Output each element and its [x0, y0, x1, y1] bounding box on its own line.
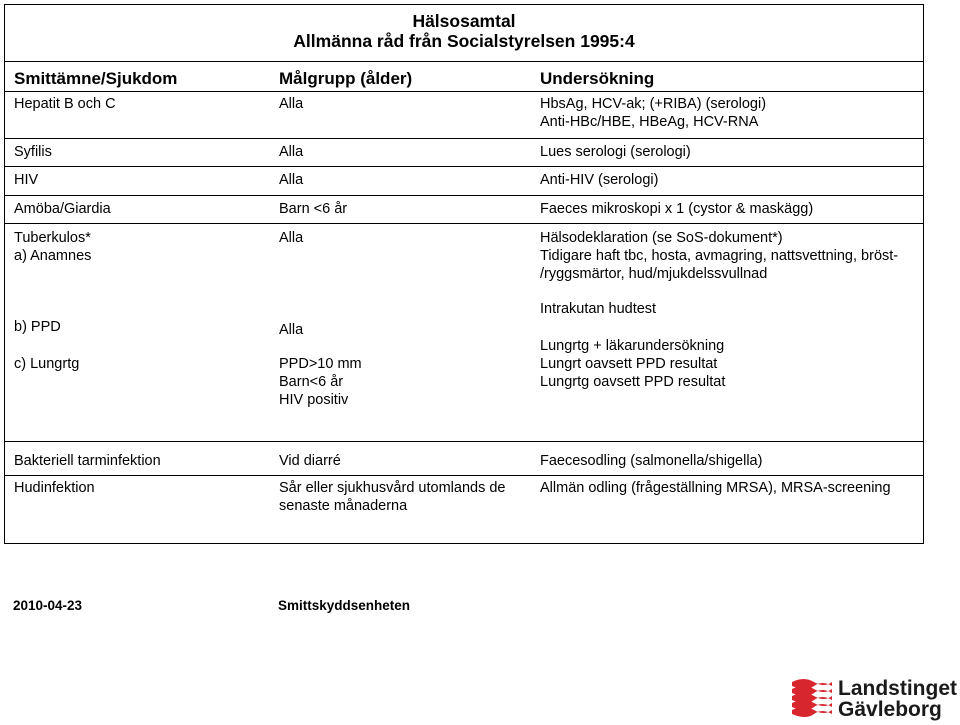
- table-cell-target: Sår eller sjukhusvård utomlands de: [279, 480, 506, 496]
- table-cell-exam: HbsAg, HCV-ak; (+RIBA) (serologi): [540, 96, 767, 112]
- table-cell-target: Alla: [279, 96, 304, 112]
- table-cell-target: Barn <6 år: [279, 201, 348, 217]
- logo-mark-icon: [790, 676, 834, 720]
- table-cell-exam: Lungrtg oavsett PPD resultat: [540, 374, 726, 390]
- divider: [5, 61, 923, 62]
- column-header-examination: Undersökning: [540, 69, 655, 88]
- table-cell-target: HIV positiv: [279, 392, 349, 408]
- landstinget-gavleborg-logo: [790, 676, 960, 722]
- table-cell-target: Vid diarré: [279, 453, 341, 469]
- table-cell-exam: Faecesodling (salmonella/shigella): [540, 453, 763, 469]
- column-header-target-group: Målgrupp (ålder): [279, 69, 413, 88]
- logo-stripe: [792, 707, 832, 717]
- table-cell-target: Alla: [279, 172, 304, 188]
- table-cell-exam: Lues serologi (serologi): [540, 144, 691, 160]
- table-cell-exam: Lungrt oavsett PPD resultat: [540, 356, 718, 372]
- table-cell-disease: HIV: [14, 172, 39, 188]
- document-title: Hälsosamtal: [412, 11, 516, 31]
- logo-text-line1: Landstinget: [838, 677, 957, 700]
- logo-text-line2: Gävleborg: [838, 698, 942, 721]
- table-cell-exam: /ryggsmärtor, hud/mjukdelssvullnad: [540, 266, 768, 282]
- table-cell-disease: Amöba/Giardia: [14, 201, 111, 217]
- divider: [5, 223, 923, 224]
- table-cell-exam: Allmän odling (frågeställning MRSA), MRSA-screening: [540, 480, 891, 496]
- table-cell-exam: Anti-HIV (serologi): [540, 172, 659, 188]
- table-cell-disease: a) Anamnes: [14, 248, 92, 264]
- table-cell-target: senaste månaderna: [279, 498, 408, 514]
- table-cell-disease: Hepatit B och C: [14, 96, 116, 112]
- table-cell-target: Alla: [279, 230, 304, 246]
- divider: [5, 441, 923, 442]
- title-block: [5, 11, 923, 51]
- table-cell-exam: Lungrtg + läkarundersökning: [540, 338, 725, 354]
- divider: [5, 91, 923, 92]
- footer-date: 2010-04-23: [13, 598, 83, 613]
- document-subtitle: Allmänna råd från Socialstyrelsen 1995:4: [293, 31, 635, 51]
- table-cell-exam: Hälsodeklaration (se SoS-dokument*): [540, 230, 783, 246]
- table-cell-target: Barn<6 år: [279, 374, 344, 390]
- table-cell-exam: Faeces mikroskopi x 1 (cystor & maskägg): [540, 201, 814, 217]
- divider: [5, 166, 923, 167]
- column-header-disease: Smittämne/Sjukdom: [14, 69, 178, 88]
- table-cell-disease: c) Lungrtg: [14, 356, 80, 372]
- table-cell-target: Alla: [279, 144, 304, 160]
- table-cell-target: PPD>10 mm: [279, 356, 362, 372]
- table-cell-disease: Syfilis: [14, 144, 52, 160]
- divider: [5, 475, 923, 476]
- table-cell-target: Alla: [279, 322, 304, 338]
- table-cell-disease: b) PPD: [14, 319, 61, 335]
- footer-department: Smittskyddsenheten: [278, 598, 411, 613]
- divider: [5, 195, 923, 196]
- table-cell-exam: Intrakutan hudtest: [540, 301, 657, 317]
- health-screening-table: [4, 4, 924, 544]
- divider: [5, 138, 923, 139]
- table-cell-disease: Bakteriell tarminfektion: [14, 453, 161, 469]
- table-cell-exam: Tidigare haft tbc, hosta, avmagring, nattsvettning, bröst-: [540, 248, 899, 264]
- table-cell-exam: Anti-HBc/HBE, HBeAg, HCV-RNA: [540, 114, 759, 130]
- table-cell-disease: Hudinfektion: [14, 480, 95, 496]
- table-cell-disease: Tuberkulos*: [14, 230, 91, 246]
